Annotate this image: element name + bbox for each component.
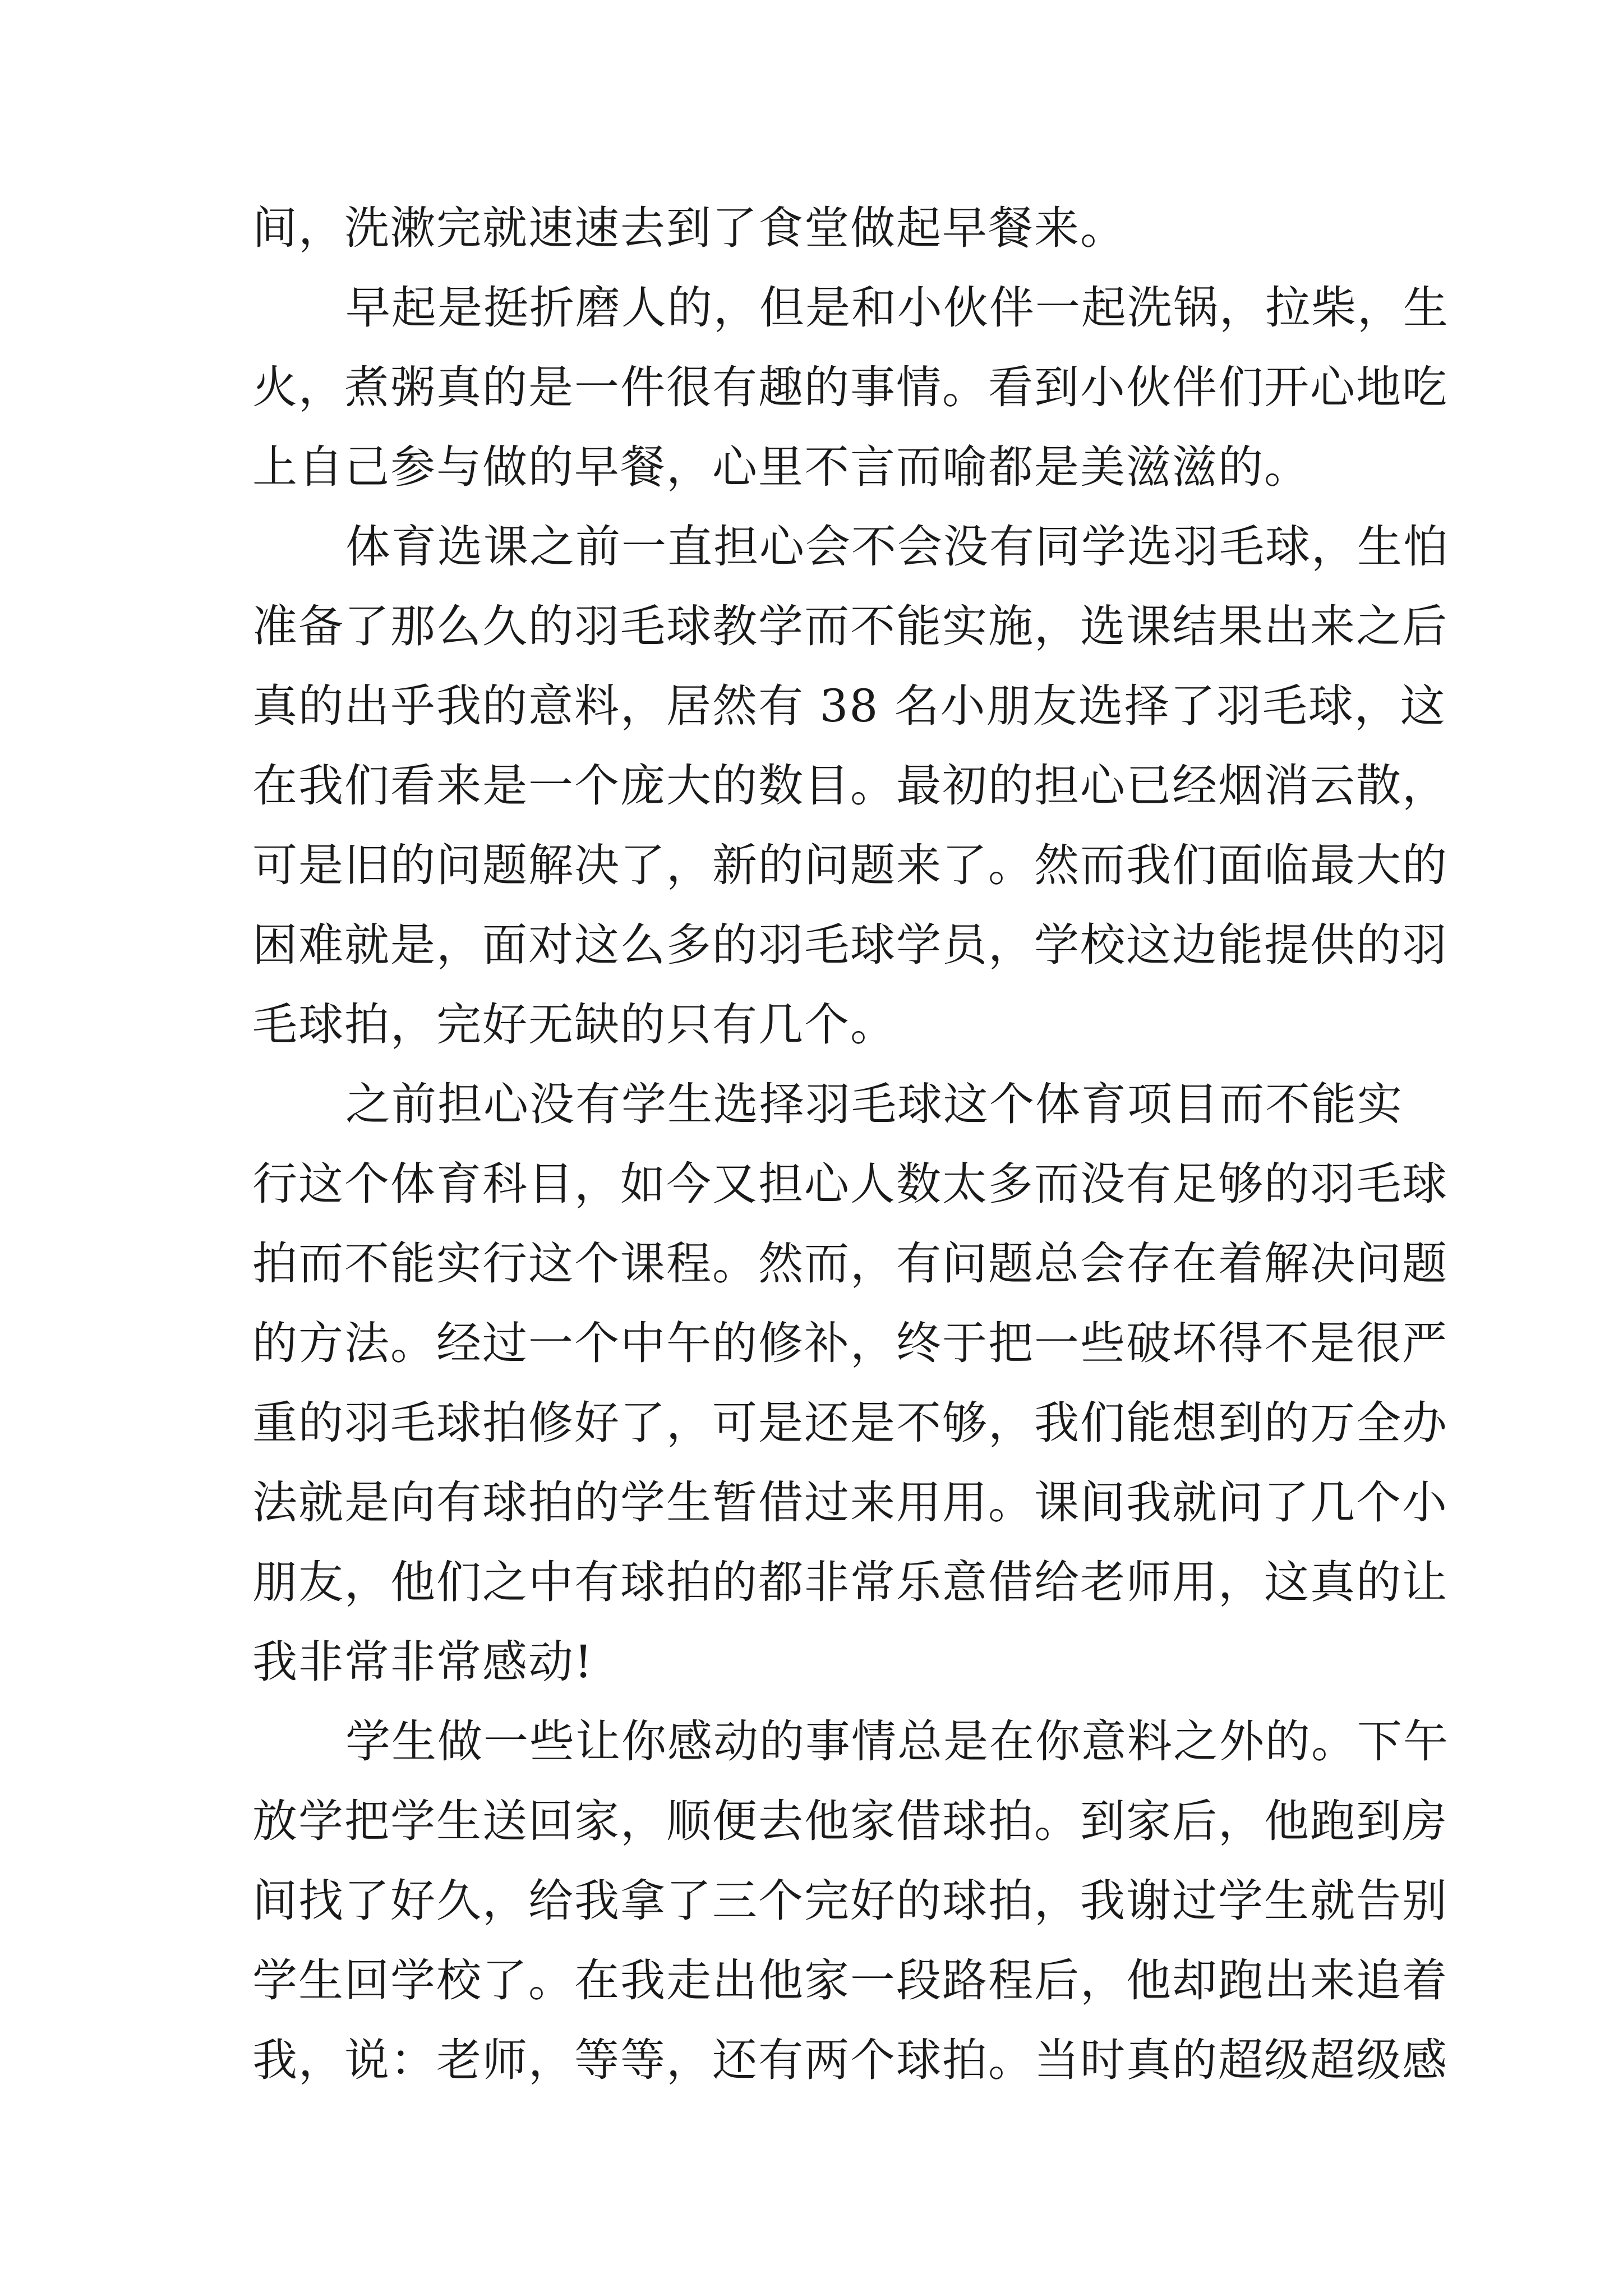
text-line: 拍而不能实行这个课程。然而，有问题总会存在着解决问题 bbox=[252, 1237, 1448, 1290]
text-line: 学生回学校了。在我走出他家一段路程后，他却跑出来追着 bbox=[252, 1954, 1448, 2007]
text-line: 之前担心没有学生选择羽毛球这个体育项目而不能实 bbox=[345, 1078, 1403, 1130]
text-line: 朋友，他们之中有球拍的都非常乐意借给老师用，这真的让 bbox=[252, 1556, 1448, 1608]
text-line: 学生做一些让你感动的事情总是在你意料之外的。下午 bbox=[345, 1715, 1449, 1768]
text-line: 间找了好久，给我拿了三个完好的球拍，我谢过学生就告别 bbox=[252, 1875, 1448, 1927]
text-line: 火，煮粥真的是一件很有趣的事情。看到小伙伴们开心地吃 bbox=[252, 361, 1448, 413]
text-line: 真的出乎我的意料，居然有 38 名小朋友选择了羽毛球，这 bbox=[252, 680, 1446, 732]
text-line: 行这个体育科目，如今又担心人数太多而没有足够的羽毛球 bbox=[252, 1158, 1448, 1210]
text-line: 在我们看来是一个庞大的数目。最初的担心已经烟消云散， bbox=[252, 760, 1448, 812]
text-line: 间，洗漱完就速速去到了食堂做起早餐来。 bbox=[252, 202, 1126, 254]
text-line: 我，说：老师，等等，还有两个球拍。当时真的超级超级感 bbox=[252, 2034, 1448, 2086]
text-line: 准备了那么久的羽毛球教学而不能实施，选课结果出来之后 bbox=[252, 600, 1448, 652]
text-line: 我非常非常感动! bbox=[252, 1636, 594, 1688]
text-line: 重的羽毛球拍修好了，可是还是不够，我们能想到的万全办 bbox=[252, 1397, 1448, 1449]
text-line: 上自己参与做的早餐，心里不言而喻都是美滋滋的。 bbox=[252, 441, 1310, 493]
text-line: 法就是向有球拍的学生暂借过来用用。课间我就问了几个小 bbox=[252, 1476, 1448, 1529]
text-line: 可是旧的问题解决了，新的问题来了。然而我们面临最大的 bbox=[252, 839, 1448, 891]
text-line: 放学把学生送回家，顺便去他家借球拍。到家后，他跑到房 bbox=[252, 1795, 1448, 1847]
text-line: 早起是挺折磨人的，但是和小伙伴一起洗锅，拉柴，生 bbox=[345, 282, 1449, 334]
text-line: 体育选课之前一直担心会不会没有同学选羽毛球，生怕 bbox=[345, 521, 1449, 573]
text-line: 的方法。经过一个中午的修补，终于把一些破坏得不是很严 bbox=[252, 1317, 1448, 1369]
text-line: 毛球拍，完好无缺的只有几个。 bbox=[252, 999, 896, 1051]
text-line: 困难就是，面对这么多的羽毛球学员，学校这边能提供的羽 bbox=[252, 919, 1448, 971]
body-text bbox=[252, 188, 1449, 2100]
